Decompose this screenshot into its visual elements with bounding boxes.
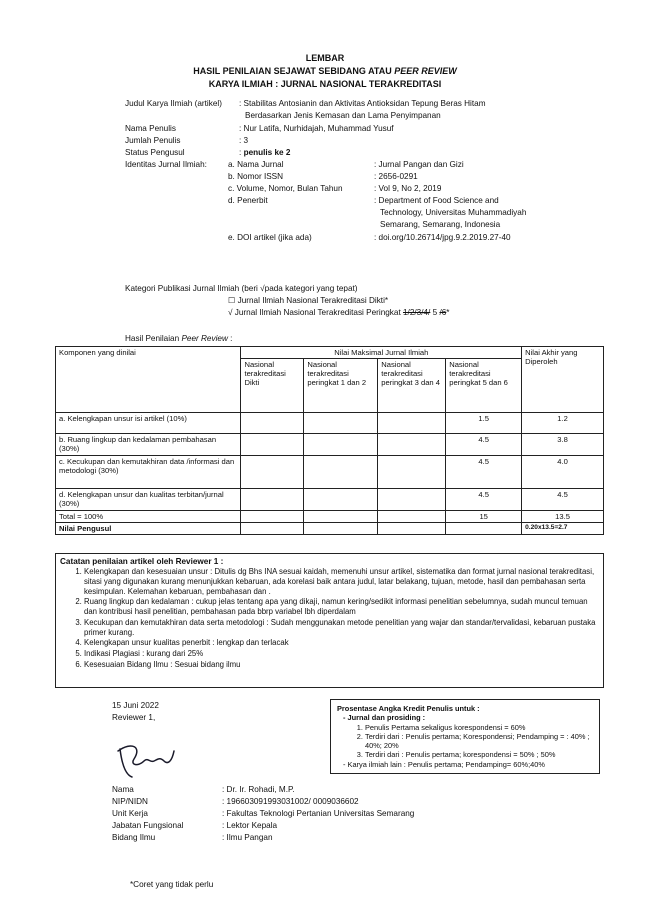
- header-nilai-maksimal: Nilai Maksimal Jurnal Ilmiah: [241, 347, 522, 359]
- status-value: [239, 148, 290, 158]
- asterisk: *: [446, 308, 450, 317]
- subheader-dikti: Nasional terakreditasi Dikti: [241, 359, 304, 413]
- empty-cell: [241, 456, 304, 489]
- empty-cell: [378, 511, 446, 523]
- nip-value: : 196603091993031002/ 0009036602: [222, 797, 359, 806]
- doc-title-line3: KARYA ILMIAH : JURNAL NASIONAL TERAKREDITASI: [208, 79, 442, 89]
- kategori-label: Kategori Publikasi Jurnal Ilmiah (beri √pada kategori yang tepat): [125, 284, 358, 293]
- judul-value-2: Berdasarkan Jenis Kemasan dan Lama Penyimpanan: [245, 111, 441, 120]
- jurnal-a-label: a. Nama Jurnal: [228, 160, 284, 169]
- jurnal-c-value: : Vol 9, No 2, 2019: [374, 184, 442, 193]
- nip-label: NIP/NIDN: [112, 797, 148, 806]
- jurnal-d-value-2: Technology, Universitas Muhammadiyah: [380, 208, 527, 217]
- list-item: 2. Terdiri dari : Penulis pertama; Korespondensi; Pendamping = : 40% ; 40%; 20%: [365, 732, 593, 751]
- nama-label: Nama: [112, 785, 134, 794]
- empty-cell: [304, 456, 378, 489]
- judul-value-1: : Stabilitas Antosianin dan Aktivitas Antioksidan Tepung Beras Hitam: [239, 99, 486, 108]
- empty-cell: [241, 511, 304, 523]
- jurnal-c-label: c. Volume, Nomor, Bulan Tahun: [228, 184, 343, 193]
- reviewer-notes: [55, 553, 604, 688]
- struck-ranks: 1/2/3/4/: [403, 308, 431, 317]
- selected-rank: 5: [430, 308, 440, 317]
- list-item: 3. Kecukupan dan kemutakhiran data serta metodologi : Sudah menggunakan metode penelitian yang wajar dan standar/tervalidasi, kebaruan pustaka primer kurang.: [84, 618, 599, 637]
- empty-cell: [378, 413, 446, 434]
- kredit-title: Prosentase Angka Kredit Penulis untuk :: [337, 704, 480, 713]
- judul-label: Judul Karya Ilmiah (artikel): [125, 99, 222, 108]
- empty-cell: [304, 434, 378, 456]
- total-label: Total = 100%: [56, 511, 241, 523]
- hasil-label-colon: :: [227, 334, 233, 343]
- table-row: [56, 413, 604, 434]
- jabatan-value: : Lektor Kepala: [222, 821, 278, 830]
- penulis-value: : Nur Latifa, Nurhidajah, Muhammad Yusuf: [239, 124, 394, 133]
- header-komponen: Komponen yang dinilai: [56, 347, 241, 413]
- kategori-option-dikti: ☐ Jurnal Ilmiah Nasional Terakreditasi Dikti*: [228, 296, 389, 305]
- jabatan-label: Jabatan Fungsional: [112, 821, 184, 830]
- handwritten-signature: [112, 727, 182, 782]
- unit-label: Unit Kerja: [112, 809, 148, 818]
- status-label: Status Pengusul: [125, 148, 185, 157]
- identitas-label: Identitas Jurnal Ilmiah:: [125, 160, 207, 169]
- empty-cell: [378, 434, 446, 456]
- hasil-label-text: Hasil Penilaian: [125, 334, 182, 343]
- empty-cell: [378, 489, 446, 511]
- header-nilai-akhir: Nilai Akhir yang Diperoleh: [522, 347, 604, 413]
- sign-date: 15 Juni 2022: [112, 701, 159, 710]
- kategori-option-peringkat: [228, 308, 449, 318]
- jurnal-d-value-1: : Department of Food Science and: [374, 196, 499, 205]
- empty-cell: [378, 523, 446, 535]
- doc-title-line1: LEMBAR: [305, 53, 345, 63]
- jurnal-d-label: d. Penerbit: [228, 196, 268, 205]
- list-item: 1. Penulis Pertama sekaligus korespondensi = 60%: [365, 723, 593, 732]
- doc-title-line2: [0, 66, 650, 77]
- empty-cell: [241, 434, 304, 456]
- pengusul-value: 0.20x13.5=2.7: [522, 523, 604, 535]
- empty-cell: [378, 456, 446, 489]
- jurnal-d-value-3: Semarang, Semarang, Indonesia: [380, 220, 501, 229]
- hasil-label-italic: Peer Review: [181, 334, 228, 343]
- total-final-value: 13.5: [522, 511, 604, 523]
- score-table: [55, 346, 604, 535]
- status-text: penulis ke 2: [243, 148, 291, 157]
- pengusul-label: Nilai Pengusul: [56, 523, 241, 535]
- row-label: b. Ruang lingkup dan kedalaman pembahasan (30%): [56, 434, 241, 456]
- row-max-value: 4.5: [446, 489, 522, 511]
- jumlah-value: : 3: [239, 136, 249, 145]
- doc-title-line2-italic: PEER REVIEW: [394, 66, 457, 76]
- row-label: c. Kecukupan dan kemutakhiran data /informasi dan metodologi (30%): [56, 456, 241, 489]
- jurnal-b-value: : 2656-0291: [374, 172, 418, 181]
- kredit-list: [337, 723, 593, 760]
- empty-cell: [304, 489, 378, 511]
- table-row: [56, 456, 604, 489]
- subheader-peringkat-1-2: Nasional terakreditasi peringkat 1 dan 2: [304, 359, 378, 413]
- doc-title-line2-text: HASIL PENILAIAN SEJAWAT SEBIDANG ATAU: [193, 66, 395, 76]
- row-final-value: 4.5: [522, 489, 604, 511]
- empty-cell: [446, 523, 522, 535]
- empty-cell: [304, 511, 378, 523]
- list-item: 1. Kelengkapan dan kesesuaian unsur : Ditulis dg Bhs INA sesuai kaidah, memenuhi unsur artikel, sistematika dan format jurnal nasional terakreditasi, sitasi yang digunakan kurang menunjukkan kebaruan, ada korelasi baik antara judul, latar belakang, tujuan, metode, hasil dan pembahasan serta kesimpulan. Kelemahan kebaruan, pembahasan dan .: [84, 567, 599, 596]
- kredit-last: - Karya ilmiah lain : Penulis pertama; Pendamping= 60%;40%: [343, 759, 545, 769]
- list-item: 3. Terdiri dari : Penulis pertama; korespondensi = 50% ; 50%: [365, 750, 593, 759]
- unit-value: : Fakultas Teknologi Pertanian Universitas Semarang: [222, 809, 415, 818]
- kredit-box: [330, 699, 600, 774]
- kredit-subtitle: - Jurnal dan prosiding :: [343, 713, 426, 723]
- footnote: *Coret yang tidak perlu: [130, 880, 214, 889]
- penulis-label: Nama Penulis: [125, 124, 176, 133]
- list-item: 5. Indikasi Plagiasi : kurang dari 25%: [84, 649, 599, 659]
- status-colon: :: [239, 148, 244, 157]
- sign-role: Reviewer 1,: [112, 713, 156, 722]
- bidang-label: Bidang Ilmu: [112, 833, 156, 842]
- total-max-value: 15: [446, 511, 522, 523]
- empty-cell: [241, 489, 304, 511]
- row-max-value: 4.5: [446, 456, 522, 489]
- jumlah-label: Jumlah Penulis: [125, 136, 181, 145]
- notes-list: [60, 567, 599, 669]
- subheader-peringkat-5-6: Nasional terakreditasi peringkat 5 dan 6: [446, 359, 522, 413]
- list-item: 6. Kesesuaian Bidang Ilmu : Sesuai bidang ilmu: [84, 660, 599, 670]
- table-total-row: [56, 511, 604, 523]
- table-row: [56, 489, 604, 511]
- struck-rank-6: /6: [439, 308, 447, 317]
- table-pengusul-row: [56, 523, 604, 535]
- row-max-value: 1.5: [446, 413, 522, 434]
- empty-cell: [304, 413, 378, 434]
- kategori-option-text: √ Jurnal Ilmiah Nasional Terakreditasi Peringkat: [228, 308, 403, 317]
- nama-value: : Dr. Ir. Rohadi, M.P.: [222, 785, 295, 794]
- subheader-peringkat-3-4: Nasional terakreditasi peringkat 3 dan 4: [378, 359, 446, 413]
- notes-title: Catatan penilaian artikel oleh Reviewer 1 :: [60, 557, 224, 566]
- hasil-label: [125, 334, 232, 344]
- table-row: [56, 434, 604, 456]
- row-label: a. Kelengkapan unsur isi artikel (10%): [56, 413, 241, 434]
- jurnal-b-label: b. Nomor ISSN: [228, 172, 284, 181]
- empty-cell: [241, 523, 304, 535]
- row-final-value: 4.0: [522, 456, 604, 489]
- jurnal-e-value: : doi.org/10.26714/jpg.9.2.2019.27-40: [374, 233, 511, 242]
- row-final-value: 1.2: [522, 413, 604, 434]
- row-label: d. Kelengkapan unsur dan kualitas terbitan/jurnal (30%): [56, 489, 241, 511]
- bidang-value: : Ilmu Pangan: [222, 833, 273, 842]
- row-final-value: 3.8: [522, 434, 604, 456]
- list-item: 2. Ruang lingkup dan kedalaman : cukup jelas tentang apa yang dikaji, namun kering/sedikit informasi penelitian sebelumnya, sudah muncul temuan dan kontribusi hasil penelitian, pembahasan pada bbrp variabel lbh diperdalam: [84, 597, 599, 616]
- table-header-row: [56, 347, 604, 359]
- row-max-value: 4.5: [446, 434, 522, 456]
- empty-cell: [241, 413, 304, 434]
- jurnal-a-value: : Jurnal Pangan dan Gizi: [374, 160, 464, 169]
- jurnal-e-label: e. DOI artikel (jika ada): [228, 233, 312, 242]
- list-item: 4. Kelengkapan unsur kualitas penerbit : lengkap dan terlacak: [84, 638, 599, 648]
- empty-cell: [304, 523, 378, 535]
